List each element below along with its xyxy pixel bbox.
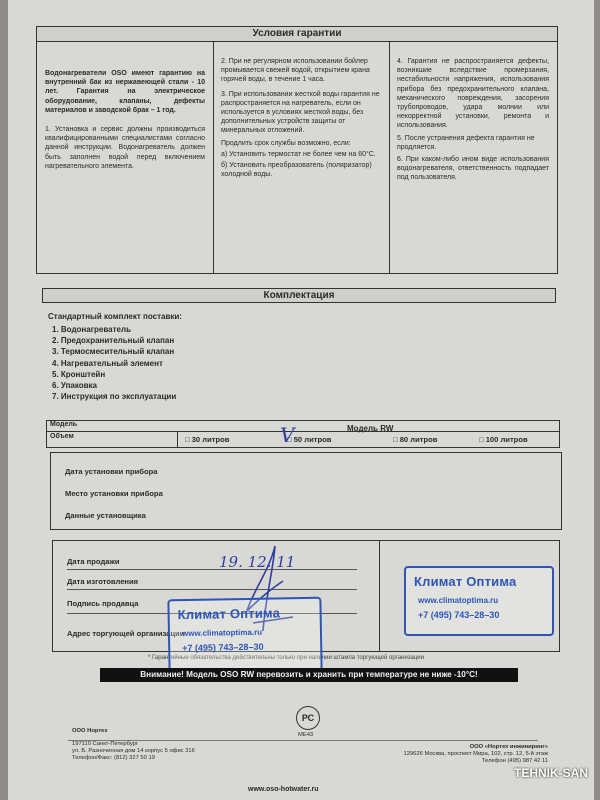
footer-left-phone: Телефон/Факс: (812) 327 50 19 bbox=[72, 755, 155, 761]
footer-left-addr2: ул. Б. Разночинная дом 14 корпус 5 офис 316 bbox=[72, 748, 195, 754]
kit-item: 3. Термосмесительный клапан bbox=[52, 347, 175, 357]
stamp-logo: Климат Оптима bbox=[414, 574, 517, 589]
footer-right bbox=[348, 744, 548, 765]
cert-mark-code: МЕ43 bbox=[298, 732, 314, 738]
footer-right-company: ООО «Нортех инжиниринг» bbox=[469, 744, 548, 750]
volume-option-80: □ 80 литров bbox=[393, 435, 438, 444]
kit-item: 1. Водонагреватель bbox=[52, 325, 131, 334]
warranty-col-3 bbox=[397, 57, 549, 285]
stamp-url: www.climatoptima.ru bbox=[181, 627, 263, 639]
sale-date-label: Дата продажи bbox=[67, 557, 120, 566]
model-table-divider bbox=[47, 431, 559, 432]
col-divider-2 bbox=[389, 42, 390, 273]
warranty-card-page bbox=[8, 0, 594, 800]
stamp-phone: +7 (495) 743–28–30 bbox=[182, 641, 264, 654]
kit-item: 6. Упаковка bbox=[52, 381, 98, 391]
warranty-extend-b: б) Установить преобразователь (поляризатор) холодной воды. bbox=[221, 162, 372, 179]
warranty-item-5: 5. После устранения дефекта гарантия не продляется. bbox=[397, 134, 535, 151]
model-table-vdivider bbox=[177, 431, 178, 447]
seller-stamp-right bbox=[404, 566, 554, 636]
kit-item: 4. Нагревательный элемент bbox=[52, 358, 163, 368]
warranty-col-2 bbox=[221, 57, 381, 285]
warranty-item-2: 2. При не регулярном использовании бойлер промывается свежей водой, открытием крана горячей воды, в течение 1 часа. bbox=[221, 58, 370, 84]
installer-data-label: Данные установщика bbox=[65, 511, 146, 520]
warranty-item-4: 4. Гарантия не распространяется дефекты, возникшие вследствие промерзания, нестабильности напряжения, использования прибора без предохранительного клапана, механического повреждения, засорения трубопроводов, удара молнии или некорректной установки, ремонта и использования. bbox=[397, 58, 549, 130]
seller-signature-label: Подпись продавца bbox=[67, 599, 139, 608]
footer-left-addr1: 197110 Санкт-Петербург bbox=[72, 741, 138, 747]
transport-warning: Внимание! Модель OSO RW перевозить и хранить при температуре не ниже -10°С! bbox=[100, 668, 518, 682]
stamp-logo: Климат Оптима bbox=[177, 605, 281, 623]
handwritten-sale-date: 19. 12. 11 bbox=[219, 553, 296, 571]
footer-right-addr: 129626 Москва, проспект Мира, 102, стр. 12, 5-й этаж bbox=[403, 751, 548, 757]
seller-stamp-left bbox=[167, 597, 322, 674]
manufacture-date-label: Дата изготовления bbox=[67, 577, 139, 586]
sale-date-line bbox=[67, 569, 357, 570]
warranty-box bbox=[36, 26, 558, 274]
warranty-item-6: 6. При каком-либо ином виде использования водонагревателя, ответственность подпадает под пользователя. bbox=[397, 156, 549, 182]
kit-intro: Стандартный комплект поставки: bbox=[48, 312, 182, 321]
stamp-phone: +7 (495) 743–28–30 bbox=[418, 610, 500, 620]
model-name: Модель RW bbox=[347, 424, 394, 433]
volume-option-30: □ 30 литров bbox=[185, 435, 230, 444]
footer-left bbox=[72, 728, 252, 762]
warranty-main-terms: Водонагреватели OSO имеют гарантию на внутренний бак из нержавеющей стали - 10 лет. Гарантия на электрическое оборудование, клапаны, дефекты материалов и заводской брак – 1 год. bbox=[45, 70, 205, 114]
kit-item: 7. Инструкция по эксплуатации bbox=[52, 392, 177, 402]
volume-option-100: □ 100 литров bbox=[479, 435, 528, 444]
handwritten-checkmark: V bbox=[280, 423, 295, 447]
install-box bbox=[50, 452, 562, 530]
model-label: Модель bbox=[50, 421, 78, 428]
kit-item: 5. Кронштейн bbox=[52, 369, 106, 379]
warranty-item-1: 1. Установка и сервис должны производиться квалифицированными специалистами согласно данной инструкции. Водонагреватель должен быть заполнен водой перед включением нагревательного элемента. bbox=[45, 126, 205, 170]
volume-label: Объем bbox=[50, 433, 74, 440]
footer-site: www.oso-hotwater.ru bbox=[248, 786, 319, 793]
model-table bbox=[46, 420, 560, 448]
warranty-item-3: 3. При использовании жесткой воды гарантия не распространяется на нагреватель, если он используется в условиях жесткой воды, без дополнительных устройств защиты от минеральных отложений. bbox=[221, 90, 380, 135]
install-place-label: Место установки прибора bbox=[65, 489, 163, 498]
org-address-label: Адрес торгующей организации bbox=[67, 629, 185, 638]
col-divider-1 bbox=[213, 42, 214, 273]
volume-option-50: □ 50 литров bbox=[287, 435, 332, 444]
warranty-extend-a: а) Установить термостат не более чем на 60°С. bbox=[221, 150, 376, 158]
kit-title-box bbox=[42, 288, 556, 303]
sale-box-divider bbox=[379, 541, 380, 651]
stamp-url: www.climatoptima.ru bbox=[418, 596, 499, 605]
install-date-label: Дата установки прибора bbox=[65, 467, 158, 476]
warranty-extend: Продлить срок службы возможно, если: bbox=[221, 139, 351, 147]
kit-item: 2. Предохранительный клапан bbox=[52, 336, 175, 346]
warranty-col-1 bbox=[45, 69, 205, 297]
watermark: TEHNIK-SAN bbox=[514, 766, 588, 780]
footer-right-phone: Телефон (495) 987 42 11 bbox=[481, 758, 548, 764]
warranty-title: Условия гарантии bbox=[37, 27, 557, 42]
kit-list bbox=[52, 324, 176, 402]
stamp-note: * Гарантийные обязательства действительны только при наличии штампа торгующей организации bbox=[148, 655, 424, 661]
kit-title: Комплектация bbox=[263, 290, 335, 301]
certification-mark-icon: РС bbox=[296, 706, 320, 730]
footer-left-company: ООО Нортех bbox=[72, 728, 108, 734]
manufacture-date-line bbox=[67, 589, 357, 590]
